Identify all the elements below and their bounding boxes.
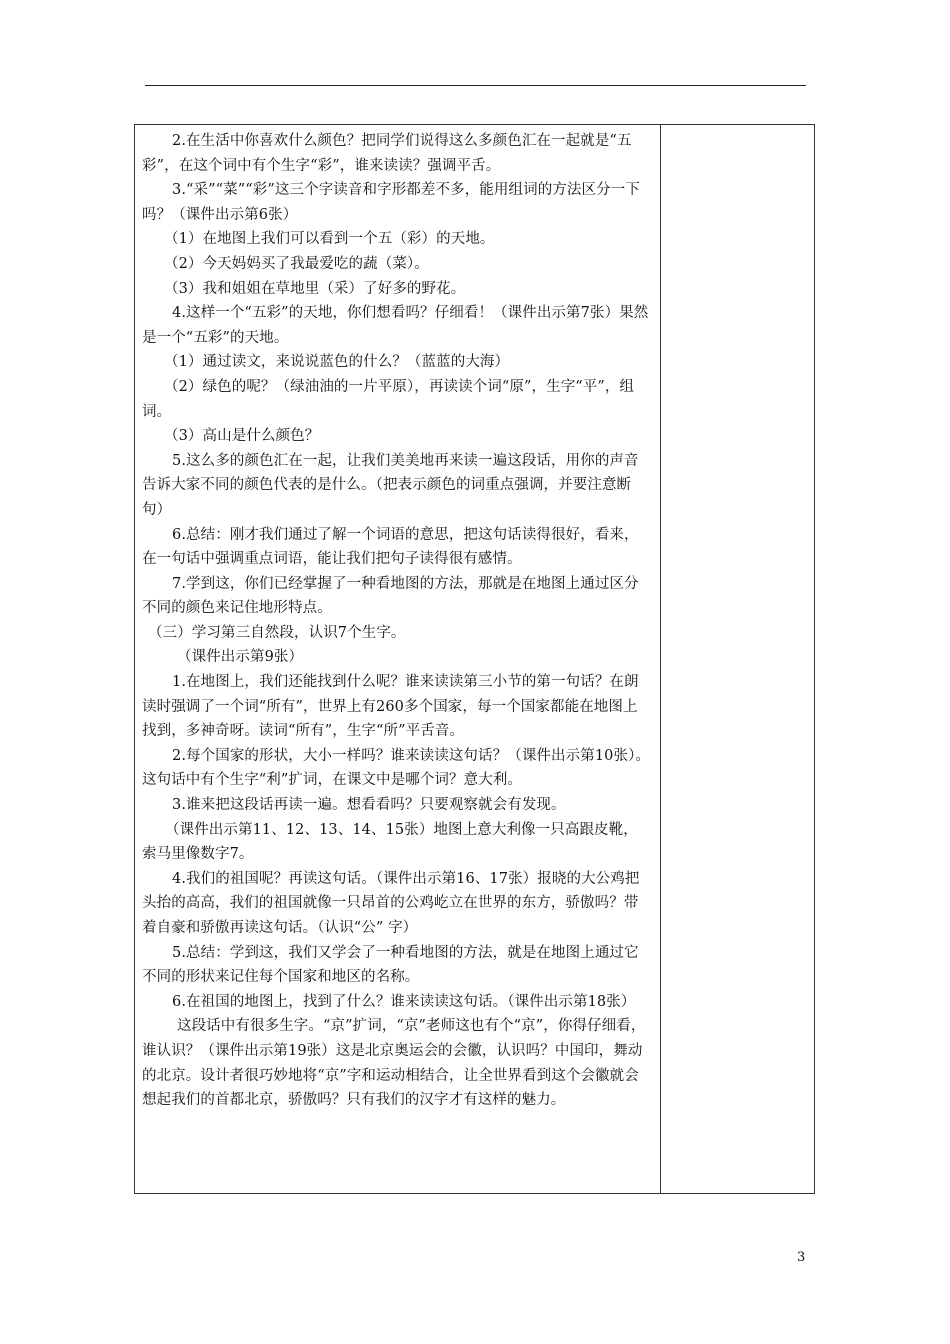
lesson-paragraph: （三）学习第三自然段，认识7个生字。 <box>148 624 406 641</box>
lesson-paragraph: （1）通过读文，来说说蓝色的什么？（蓝蓝的大海） <box>164 354 510 371</box>
lesson-paragraph: （课件出示第9张） <box>177 649 304 666</box>
lesson-paragraph: 6.在祖国的地图上，找到了什么？谁来读读这句话。（课件出示第18张） <box>172 993 636 1010</box>
page-number: 3 <box>797 1250 806 1265</box>
lesson-paragraph: （课件出示第11、12、13、14、15张）地图上意大利像一只高跟皮靴，索马里像数字7。 <box>142 821 638 863</box>
lesson-paragraph: （1）在地图上我们可以看到一个五（彩）的天地。 <box>164 231 495 248</box>
lesson-paragraph: 3.谁来把这段话再读一遍。想看看吗？只要观察就会有发现。 <box>172 797 566 814</box>
header-rule <box>145 85 806 86</box>
lesson-paragraph: （2）绿色的呢？（绿油油的一片平原），再读读个词“原”，生字“平”，组词。 <box>142 378 635 420</box>
lesson-paragraph: 这段话中有很多生字。“京”扩词，“京”老师这也有个“京”，你得仔细看，谁认识？（课件出示第19张）这是北京奥运会的会徽，认识吗？中国印，舞动的北京。设计者很巧妙地将“京”字和运动相结合，让全世界看到这个会徽就会想起我们的首都北京，骄傲吗？只有我们的汉字才有这样的魅力。 <box>142 1018 646 1109</box>
lesson-paragraph: 5.这么多的颜色汇在一起，让我们美美地再来读一遍这段话，用你的声音告诉大家不同的颜色代表的是什么。（把表示颜色的词重点强调，并要注意断句） <box>142 452 639 518</box>
lesson-paragraph: （2）今天妈妈买了我最爱吃的蔬（菜）。 <box>164 255 429 272</box>
lesson-paragraph: 4.这样一个“五彩”的天地，你们想看吗？仔细看！（课件出示第7张）果然是一个“五彩”的天地。 <box>142 305 649 346</box>
lesson-paragraph: 4.我们的祖国呢？再读这句话。（课件出示第16、17张）报晓的大公鸡把头抬的高高，我们的祖国就像一只昂首的公鸡屹立在世界的东方，骄傲吗？带着自豪和骄傲再读这句话。（认识“公” 字） <box>142 870 640 936</box>
lesson-paragraph: 1.在地图上，我们还能找到什么呢？谁来读读第三小节的第一句话？在朗读时强调了一个词“所有”，世界上有260多个国家，每一个国家都能在地图上找到，多神奇呀。读词“所有”，生字“所”平舌音。 <box>142 674 639 740</box>
column-divider <box>660 125 661 1193</box>
lesson-paragraph: 2.在生活中你喜欢什么颜色？把同学们说得这么多颜色汇在一起就是“五彩”，在这个词中有个生字“彩”，谁来读读？强调平舌。 <box>142 133 632 174</box>
lesson-paragraph: （3）我和姐姐在草地里（采）了好多的野花。 <box>164 280 466 297</box>
lesson-paragraph: 2.每个国家的形状，大小一样吗？谁来读读这句话？（课件出示第10张）。 这句话中有个生字“利”扩词，在课文中是哪个词？意大利。 <box>142 747 658 789</box>
lesson-content-cell <box>142 129 658 1113</box>
lesson-paragraph: 7.学到这，你们已经掌握了一种看地图的方法，那就是在地图上通过区分不同的颜色来记住地形特点。 <box>142 575 639 617</box>
lesson-paragraph: （3）高山是什么颜色？ <box>164 428 320 445</box>
lesson-paragraph: 3.“采”“菜”“彩”这三个字读音和字形都差不多，能用组词的方法区分一下吗？（课件出示第6张） <box>142 182 640 223</box>
lesson-paragraph: 6.总结：刚才我们通过了解一个词语的意思，把这句话读得很好，看来，在一句话中强调重点词语，能让我们把句子读得很有感情。 <box>142 526 639 568</box>
lesson-table <box>134 124 815 1194</box>
lesson-paragraph: 5.总结：学到这，我们又学会了一种看地图的方法，就是在地图上通过它不同的形状来记住每个国家和地区的名称。 <box>142 944 639 986</box>
